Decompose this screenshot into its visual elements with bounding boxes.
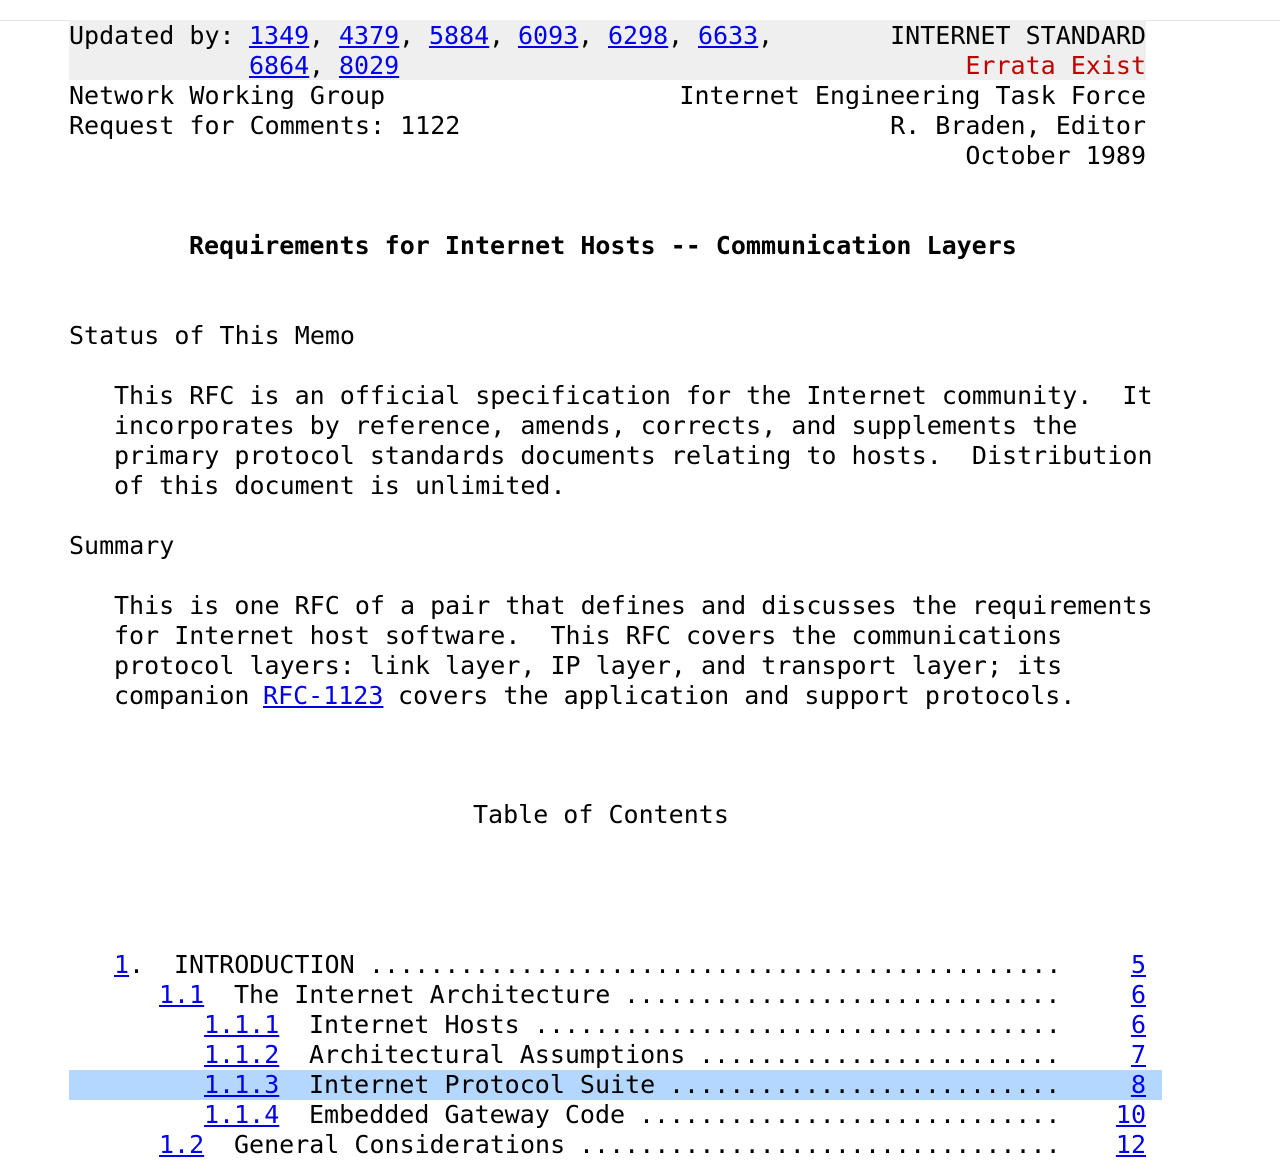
toc-section-link[interactable]: 1.2 [159, 1130, 205, 1159]
toc-section-link[interactable]: 1 [114, 950, 130, 979]
updated-by-link[interactable]: 4379 [339, 21, 400, 50]
toc-leader-dots: ................................... [534, 1010, 1061, 1039]
status-heading: Status of This Memo [69, 321, 355, 350]
summary-heading: Summary [69, 531, 175, 560]
toc-page-link[interactable]: 7 [1130, 1040, 1146, 1069]
summary-text-line: for Internet host software. This RFC covers the communications [114, 621, 1063, 650]
toc-page-link[interactable]: 12 [1115, 1130, 1146, 1159]
updated-by-line-2: 6864 , 8029 Errata Exist [249, 51, 1146, 80]
updated-by-link[interactable]: 6864 [249, 51, 310, 80]
updated-by-line: Updated by: 1349 , 4379 , 5884 , 6093 , 6298 , 6633 , INTERNET STANDARD [69, 21, 1146, 50]
rfc-number: Request for Comments: 1122 [69, 111, 461, 140]
toc-page-link[interactable]: 6 [1130, 980, 1146, 1009]
toc-entry [0, 1130, 1280, 1160]
toc-entry-title: Internet Protocol Suite [309, 1070, 656, 1099]
toc-section-link[interactable]: 1.1.1 [204, 1010, 280, 1039]
browser-bookmarks-bar [0, 0, 1280, 21]
summary-text-line: covers the application and support protocols. [383, 681, 1076, 710]
updated-by-link[interactable]: 6633 [698, 21, 759, 50]
toc-leader-dots: ................................ [579, 1130, 1061, 1159]
toc-entry [0, 980, 1280, 1010]
updated-by-link[interactable]: 8029 [339, 51, 400, 80]
summary-text-line: companion [114, 681, 265, 710]
toc-entry [0, 1070, 1280, 1100]
toc-entry: 1 . INTRODUCTION .............................................. 5 [114, 950, 1146, 979]
toc-leader-dots: ............................. [624, 980, 1061, 1009]
toc-page-link[interactable]: 5 [1130, 950, 1146, 979]
errata-link[interactable]: Errata Exist [965, 51, 1146, 80]
toc-page-link[interactable]: 8 [1130, 1070, 1146, 1099]
toc-entry [0, 1010, 1280, 1040]
document-title: Requirements for Internet Hosts -- Communication Layers [189, 231, 1017, 260]
updated-by-link[interactable]: 6298 [608, 21, 669, 50]
editor: R. Braden, Editor [890, 111, 1146, 140]
toc-page-link[interactable]: 10 [1115, 1100, 1146, 1129]
toc-entry-title: Architectural Assumptions [309, 1040, 686, 1069]
status-text-line: primary protocol standards documents relating to hosts. Distribution [114, 441, 1153, 470]
status-text-line: of this document is unlimited. [114, 471, 566, 500]
toc-entry-title: Internet Hosts [309, 1010, 520, 1039]
toc-page-link[interactable]: 6 [1130, 1010, 1146, 1039]
toc-leader-dots: ........................ [699, 1040, 1061, 1069]
updated-by-link[interactable]: 1349 [249, 21, 310, 50]
toc-section-link[interactable]: 1.1.2 [204, 1040, 280, 1069]
toc-entry [0, 1040, 1280, 1070]
updated-by-link[interactable]: 6093 [518, 21, 579, 50]
toc-leader-dots: .............................................. [369, 950, 1062, 979]
rfc-1123-link[interactable]: RFC-1123 [263, 681, 384, 710]
updated-by-label: Updated by: [69, 21, 235, 50]
toc-section-link[interactable]: 1.1 [159, 980, 205, 1009]
toc-section-link[interactable]: 1.1.3 [204, 1070, 280, 1099]
toc-heading: Table of Contents [473, 800, 729, 829]
toc-entry-title: INTRODUCTION [174, 950, 355, 979]
toc-leader-dots: .......................... [669, 1070, 1061, 1099]
summary-text-line: protocol layers: link layer, IP layer, and transport layer; its [114, 651, 1063, 680]
toc-entry [0, 1100, 1280, 1130]
toc-section-link[interactable]: 1.1.4 [204, 1100, 280, 1129]
organization: Internet Engineering Task Force [679, 81, 1146, 110]
toc-entry-title: General Considerations [234, 1130, 566, 1159]
status-text-line: incorporates by reference, amends, corrects, and supplements the [114, 411, 1078, 440]
category-label: INTERNET STANDARD [890, 21, 1146, 50]
summary-text-line: This is one RFC of a pair that defines and discusses the requirements [114, 591, 1153, 620]
toc-leader-dots: ............................ [639, 1100, 1061, 1129]
updated-by-link[interactable]: 5884 [429, 21, 490, 50]
status-text-line: This RFC is an official specification for the Internet community. It [114, 381, 1153, 410]
toc-entry-title: Embedded Gateway Code [309, 1100, 626, 1129]
publication-date: October 1989 [965, 141, 1146, 170]
working-group: Network Working Group [69, 81, 386, 110]
toc-entry-title: The Internet Architecture [234, 980, 611, 1009]
